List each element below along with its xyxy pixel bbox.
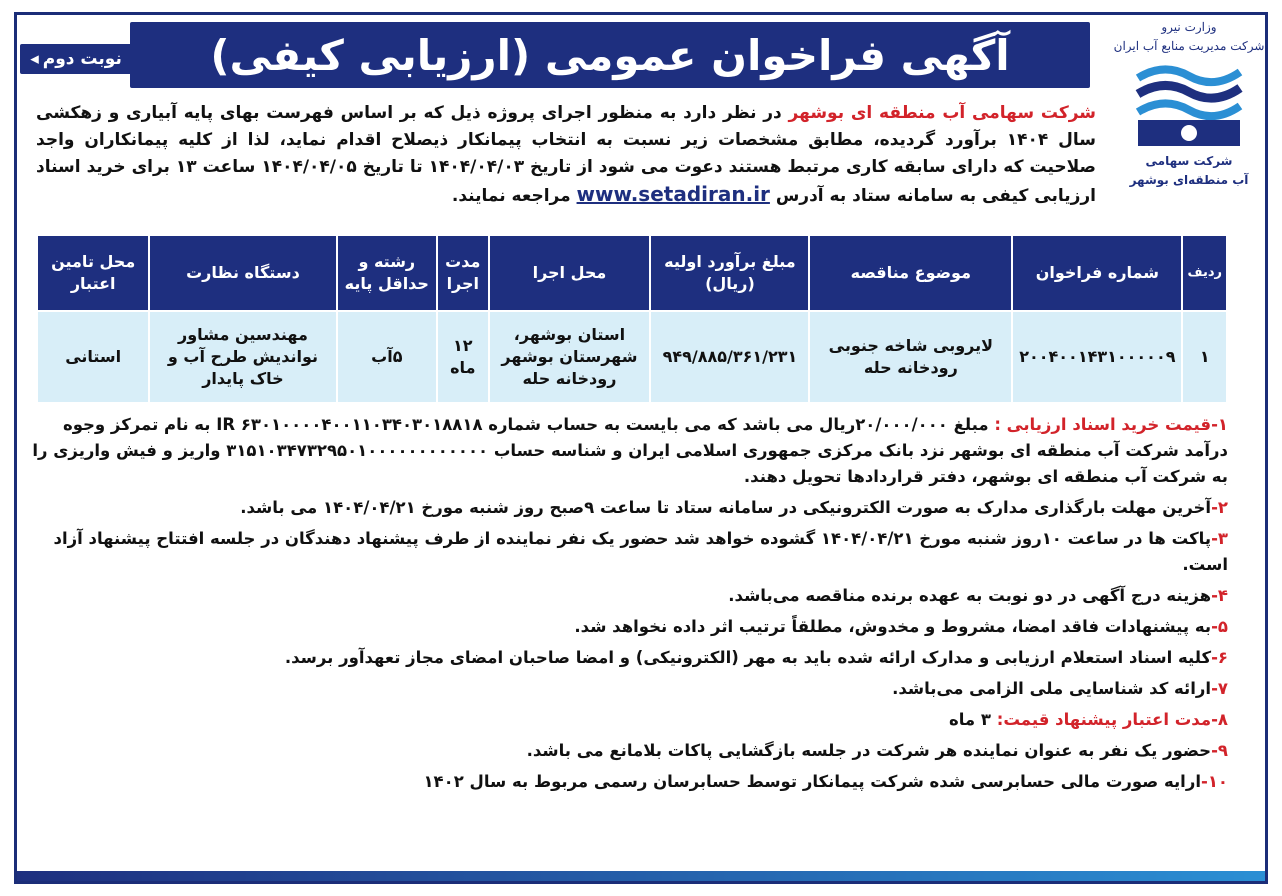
intro-paragraph [36,100,1096,210]
table-cell: لایروبی شاخه جنوبی رودخانه حله [809,311,1012,403]
list-item: ۳-پاکت ها در ساعت ۱۰روز شنبه مورخ ۱۴۰۴/۰۴/۲۱ گشوده خواهد شد حضور یک نفر نماینده از طرف پیشنهاد دهندگان در جلسه افتتاح پیشنهاد آزاد است. [53,529,1228,574]
logo-parent-company: شرکت مدیریت منابع آب ایران [1113,39,1265,53]
notice-title: آگهی فراخوان عمومی (ارزیابی کیفی) [130,22,1090,88]
col-header: رشته و حداقل پایه [337,235,438,311]
tender-table [36,234,1228,404]
bottom-stripe [17,871,1265,881]
list-item: ۶-کلیه اسناد استعلام ارزیابی و مدارک ارائه شده باید به مهر (الکترونیکی) و امضا صاحبان امضای مجاز تعهدآور برسد. [284,648,1228,667]
col-header: شماره فراخوان [1012,235,1182,311]
col-header: مدت اجرا [437,235,488,311]
table-cell: ۱ [1182,311,1227,403]
table-cell: ۵آب [337,311,438,403]
col-header: محل تامین اعتبار [37,235,149,311]
list-item: ۹-حضور یک نفر به عنوان نماینده هر شرکت در جلسه بازگشایی پاکات بلامانع می باشد. [526,741,1228,760]
list-item: ۷-ارائه کد شناسایی ملی الزامی می‌باشد. [892,679,1228,698]
badge-label: نوبت دوم [42,49,122,69]
list-item: ۱-قیمت خرید اسناد ارزیابی : مبلغ ۲۰/۰۰۰/۰۰۰ریال می باشد که می بایست به حساب شماره IR ۶۳۰۱۰۰۰۰۴۰۰۱۱۰۳۴۰۳۰۱۸۸۱۸ به نام تمرکز وجوه درآمد شرکت آب منطقه ای بوشهر نزد بانک مرکزی جمهوری اسلامی ایران و شناسه حساب ۳۱۵۱۰۳۴۷۳۲۹۵۰۱۰۰۰۰۰۰۰۰۰۰۰۰ واریز و فیش واریزی را به شرکت آب منطقه ای بوشهر، دفتر قراردادها تحویل دهند. [32,415,1228,486]
water-waves-logo-icon [1134,58,1244,150]
list-item: ۵-به پیشنهادات فاقد امضا، مشروط و مخدوش، مطلقاً ترتیب اثر داده نخواهد شد. [574,617,1228,636]
col-header: مبلغ برآورد اولیه (ریال) [650,235,809,311]
intro-text: در نظر دارد به منظور اجرای پروژه ذیل که بر اساس فهرست بهای پایه آبیاری و زهکشی سال ۱۴۰۴ برآورد گردیده، مطابق مشخصات زیر نسبت به انتخاب پیمانکار ذیصلاح اقدام نماید، لذا از کلیه پیمانکاران واجد صلاحیت که دارای سابقه کاری مرتبط هستند دعوت می شود از تاریخ ۱۴۰۴/۰۴/۰۳ تا تاریخ ۱۴۰۴/۰۴/۰۵ ساعت ۱۳ برای خرید اسناد ارزیابی کیفی به سامانه ستاد به آدرس [36,103,1096,206]
col-header: محل اجرا [489,235,651,311]
list-item: ۸-مدت اعتبار پیشنهاد قیمت: ۳ ماه [948,710,1228,729]
col-header: ردیف [1182,235,1227,311]
setad-link[interactable]: www.setadiran.ir [576,182,770,206]
badge-arrow-icon: ◂ [30,49,39,69]
round-badge [20,44,132,74]
intro-text-end: مراجعه نمایند. [451,186,577,206]
logo-ministry: وزارت نیرو [1161,20,1217,34]
list-item: ۲-آخرین مهلت بارگذاری مدارک به صورت الکترونیکی در سامانه ستاد تا ساعت ۹صبح روز شنبه مورخ ۱۴۰۴/۰۴/۲۱ می باشد. [240,498,1228,517]
table-cell: ۹۴۹/۸۸۵/۳۶۱/۲۳۱ [650,311,809,403]
table-row [37,311,1227,403]
table-cell: ۱۲ ماه [437,311,488,403]
table-cell: استان بوشهر، شهرستان بوشهر رودخانه حله [489,311,651,403]
table-cell: ۲۰۰۴۰۰۱۴۳۱۰۰۰۰۰۹ [1012,311,1182,403]
conditions-list [24,412,1228,800]
list-item: ۱۰-ارایه صورت مالی حسابرسی شده شرکت پیمانکار توسط حسابرسان رسمی مربوط به سال ۱۴۰۲ [423,772,1228,791]
table-cell: مهندسین مشاور نواندیش طرح آب و خاک پایدار [149,311,336,403]
col-header: دستگاه نظارت [149,235,336,311]
table-cell: استانی [37,311,149,403]
company-logo [1112,16,1266,216]
list-item: ۴-هزینه درج آگهی در دو نوبت به عهده برنده مناقصه می‌باشد. [728,586,1228,605]
company-name: شرکت سهامی آب منطقه ای بوشهر [788,103,1097,123]
logo-name-line2: آب منطقه‌ای بوشهر [1129,173,1249,187]
table-header-row [37,235,1227,311]
logo-name-line1: شرکت سهامی [1145,154,1233,168]
col-header: موضوع مناقصه [809,235,1012,311]
